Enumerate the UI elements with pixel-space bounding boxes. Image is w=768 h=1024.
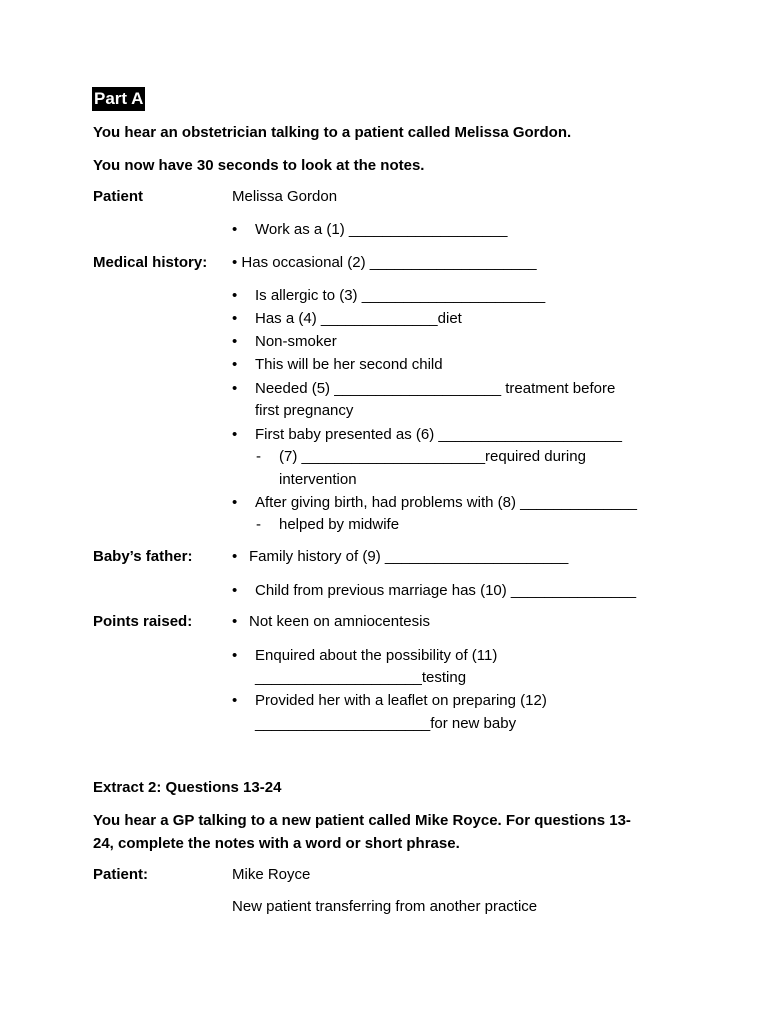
extract2-heading: Extract 2: Questions 13-24: [93, 779, 282, 796]
history-item-midwife: helped by midwife: [279, 516, 400, 533]
extract2-intro-line2: 24, complete the notes with a word or short phrase.: [93, 835, 460, 852]
bullet-icon: •: [232, 582, 238, 599]
points-item-12: Provided her with a leaflet on preparing (12): [255, 692, 547, 709]
points-item-12-cont: _____________________for new baby: [255, 715, 517, 732]
patient-name: Melissa Gordon: [232, 188, 338, 205]
bullet-icon: •: [232, 287, 238, 304]
look-notes-instruction: You now have 30 seconds to look at the notes.: [93, 157, 425, 174]
points-item-11-cont: ____________________testing: [255, 669, 467, 686]
history-item-5-cont: first pregnancy: [255, 402, 354, 419]
history-item-nonsmoker: Non-smoker: [255, 333, 337, 350]
history-item-7: (7) ______________________required during: [279, 448, 586, 465]
bullet-icon: •: [232, 333, 238, 350]
bullet-icon: •: [232, 647, 238, 664]
bullet-icon: •: [232, 221, 238, 238]
points-item-11: Enquired about the possibility of (11): [255, 647, 498, 664]
history-item-6: First baby presented as (6) ______________________: [255, 426, 622, 443]
bullet-icon: •: [232, 426, 238, 443]
extract2-patient-name: Mike Royce: [232, 866, 311, 883]
bullet-icon: •: [232, 692, 238, 709]
history-item-7-cont: intervention: [279, 471, 357, 488]
extract1-intro: You hear an obstetrician talking to a patient called Melissa Gordon.: [93, 124, 572, 141]
medical-history-label: Medical history:: [93, 254, 208, 271]
medical-history-first: • Has occasional (2) ____________________: [232, 254, 537, 271]
bullet-icon: •: [232, 380, 238, 397]
father-item-9: Family history of (9) ______________________: [249, 548, 569, 565]
bullet-icon: •: [232, 548, 238, 565]
bullet-icon: •: [232, 494, 238, 511]
bullet-icon: •: [232, 356, 238, 373]
extract2-patient-label: Patient:: [93, 866, 149, 883]
work-item: Work as a (1) ___________________: [255, 221, 508, 238]
extract2-patient-note: New patient transferring from another practice: [232, 898, 538, 915]
father-item-10: Child from previous marriage has (10) _______________: [255, 582, 637, 599]
bullet-icon: •: [232, 613, 238, 630]
history-item-second-child: This will be her second child: [255, 356, 443, 373]
bullet-icon: •: [232, 310, 238, 327]
history-item-3: Is allergic to (3) ______________________: [255, 287, 546, 304]
dash-icon: -: [256, 448, 261, 465]
points-item-amniocentesis: Not keen on amniocentesis: [249, 613, 430, 630]
dash-icon: -: [256, 516, 261, 533]
part-label: Part A: [92, 87, 145, 111]
patient-label: Patient: [93, 188, 144, 205]
history-item-8: After giving birth, had problems with (8) ______________: [255, 494, 637, 511]
history-item-4: Has a (4) ______________diet: [255, 310, 462, 327]
extract2-intro-line1: You hear a GP talking to a new patient called Mike Royce. For questions 13-: [93, 812, 631, 829]
history-item-5: Needed (5) ____________________ treatment before: [255, 380, 616, 397]
points-raised-label: Points raised:: [93, 613, 193, 630]
babys-father-label: Baby’s father:: [93, 548, 193, 565]
